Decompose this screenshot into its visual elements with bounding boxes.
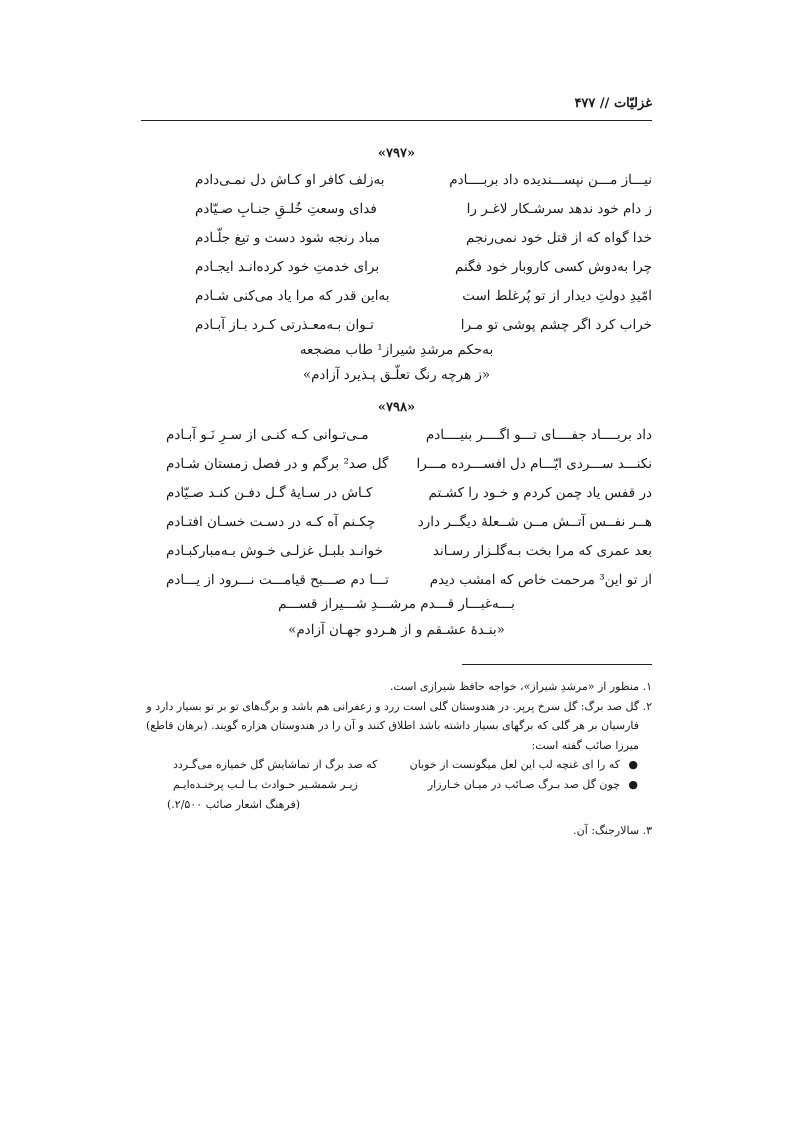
hemistich-right: داد بربــــاد جفــــای تـــو اگــــر بنیــــادم bbox=[425, 427, 652, 443]
verse-hemistich-right: که را ای غنچه لب این لعل میگونست از خوبان bbox=[409, 758, 620, 771]
bullet-icon: ● bbox=[628, 758, 638, 771]
poem-number-798: «۷۹۸» bbox=[377, 400, 416, 415]
poem-number-797: «۷۹۷» bbox=[377, 146, 416, 161]
verse-hemistich-left: که صد برگ از تماشایش گل خمیازه می‌گـردد bbox=[173, 758, 378, 771]
hemistich-right: خراب کرد اگر چشم پوشی تو مـرا bbox=[460, 317, 652, 333]
hemistich-right: ز دام خود ندهد سرشـکار لاغـر را bbox=[466, 201, 652, 217]
hemistich-left: گل صد² برگم و در فصل زمستان شـادم bbox=[166, 456, 389, 472]
hemistich-left: فدای وسعتِ خُلـقِ جنـابِ صـیّادم bbox=[195, 201, 377, 217]
hemistich-left: تـوان بـه‌معـذرتی کـرد بـاز آبـادم bbox=[195, 317, 374, 333]
hemistich-right: در قفس یاد چمن کردم و خـود را کشـتم bbox=[428, 485, 652, 501]
hemistich-right: بعد عمری که مرا بخت بـه‌گلـزار رسـاند bbox=[432, 543, 652, 559]
hemistich-left: به‌زلف کافر او کـاش دل نمـی‌دادم bbox=[195, 172, 385, 188]
footnote-source: (فرهنگ اشعار صائب ۲/۵۰۰.) bbox=[167, 798, 301, 811]
verse-hemistich-right: چون گل صد بـرگ صـائب در میـان خـارزار bbox=[427, 778, 620, 791]
hemistich-right: از تو این³ مرحمت خاص که امشب دیدم bbox=[429, 572, 652, 588]
footnote-3: ۳. سالارجنگ: آن. bbox=[573, 824, 652, 837]
footnote-2-line: میرزا صائب گفته است: bbox=[531, 739, 639, 752]
bullet-icon: ● bbox=[628, 778, 638, 791]
footnote-2-line: فارسیان بر هر گلی که برگهای بسیار داشته باشد اطلاق کنند و آن را در هندوستان هزاره گویند. (برهان قاطع) bbox=[145, 719, 639, 732]
hemistich-left: تـــا دم صـــبح قیامـــت نـــرود از یـــادم bbox=[166, 572, 389, 588]
running-header: غزلیّات // ۴۷۷ bbox=[574, 96, 652, 111]
hemistich-left: به‌این قدر که مرا یاد می‌کنی شـادم bbox=[195, 288, 390, 304]
hemistich-left: کـاش در سـایهٔ گـل دفـن کنـد صـیّادم bbox=[166, 485, 373, 501]
closing-line: به‌حکم مرشدِ شیراز¹ طاب مضجعه bbox=[299, 342, 494, 358]
footnote-rule bbox=[462, 664, 652, 665]
closing-line: بـــه‌غبـــار قـــدم مرشـــدِ شـــیراز قســـم bbox=[278, 596, 515, 612]
hemistich-left: چکـنم آه کـه در دسـت خسـان افتـادم bbox=[166, 514, 376, 530]
hemistich-right: نیـــاز مـــن نپســـندیده داد بربــــادم bbox=[449, 172, 652, 188]
hemistich-left: برای خدمتِ خود کرده‌انـد ایجـادم bbox=[195, 259, 380, 275]
hemistich-right: چرا به‌دوش کسی کاروبار خود فگنم bbox=[455, 259, 652, 275]
footnote-2-line: ۲. گل صد برگ: گل سرخ پرپر. در هندوستان گلی است زرد و زعفرانی هم باشد و برگ‌های تو بر تو بسیار دارد و bbox=[146, 700, 652, 713]
verse-hemistich-left: زیـر شمشـیر حـوادث بـا لـب پرخنـده‌ایـم bbox=[173, 778, 358, 791]
hemistich-right: نکنـــد ســـردی ایّـــام دل افســـرده مـــرا bbox=[416, 456, 652, 472]
hemistich-left: خوانـد بلبـل غزلـی خـوش بـه‌مبارکبـادم bbox=[166, 543, 383, 559]
hemistich-right: خدا گواه که از قتل خود نمی‌رنجم bbox=[466, 230, 652, 246]
header-rule bbox=[141, 120, 652, 121]
hemistich-right: هــر نفــس آتــش مــن شــعلهٔ دیگــر دارد bbox=[417, 514, 652, 530]
hemistich-left: مباد رنجه شود دست و تیغ جلّـادم bbox=[195, 230, 381, 246]
closing-line: «ز هرچه رنگ تعلّـق پـذیرد آزادم» bbox=[302, 367, 491, 383]
hemistich-right: امّیدِ دولتِ دیدار از تو پُرغلط است bbox=[462, 288, 652, 304]
footnote-1: ۱. منظور از «مرشدِ شیراز»، خواجه حافظ شیرازی است. bbox=[389, 680, 652, 693]
hemistich-left: مـی‌تـوانی کـه کنـی از سـرِ نَـو آبـادم bbox=[166, 427, 369, 443]
closing-line: «بنـدهٔ عشـقم و از هـردو جهـان آزادم» bbox=[288, 622, 505, 638]
